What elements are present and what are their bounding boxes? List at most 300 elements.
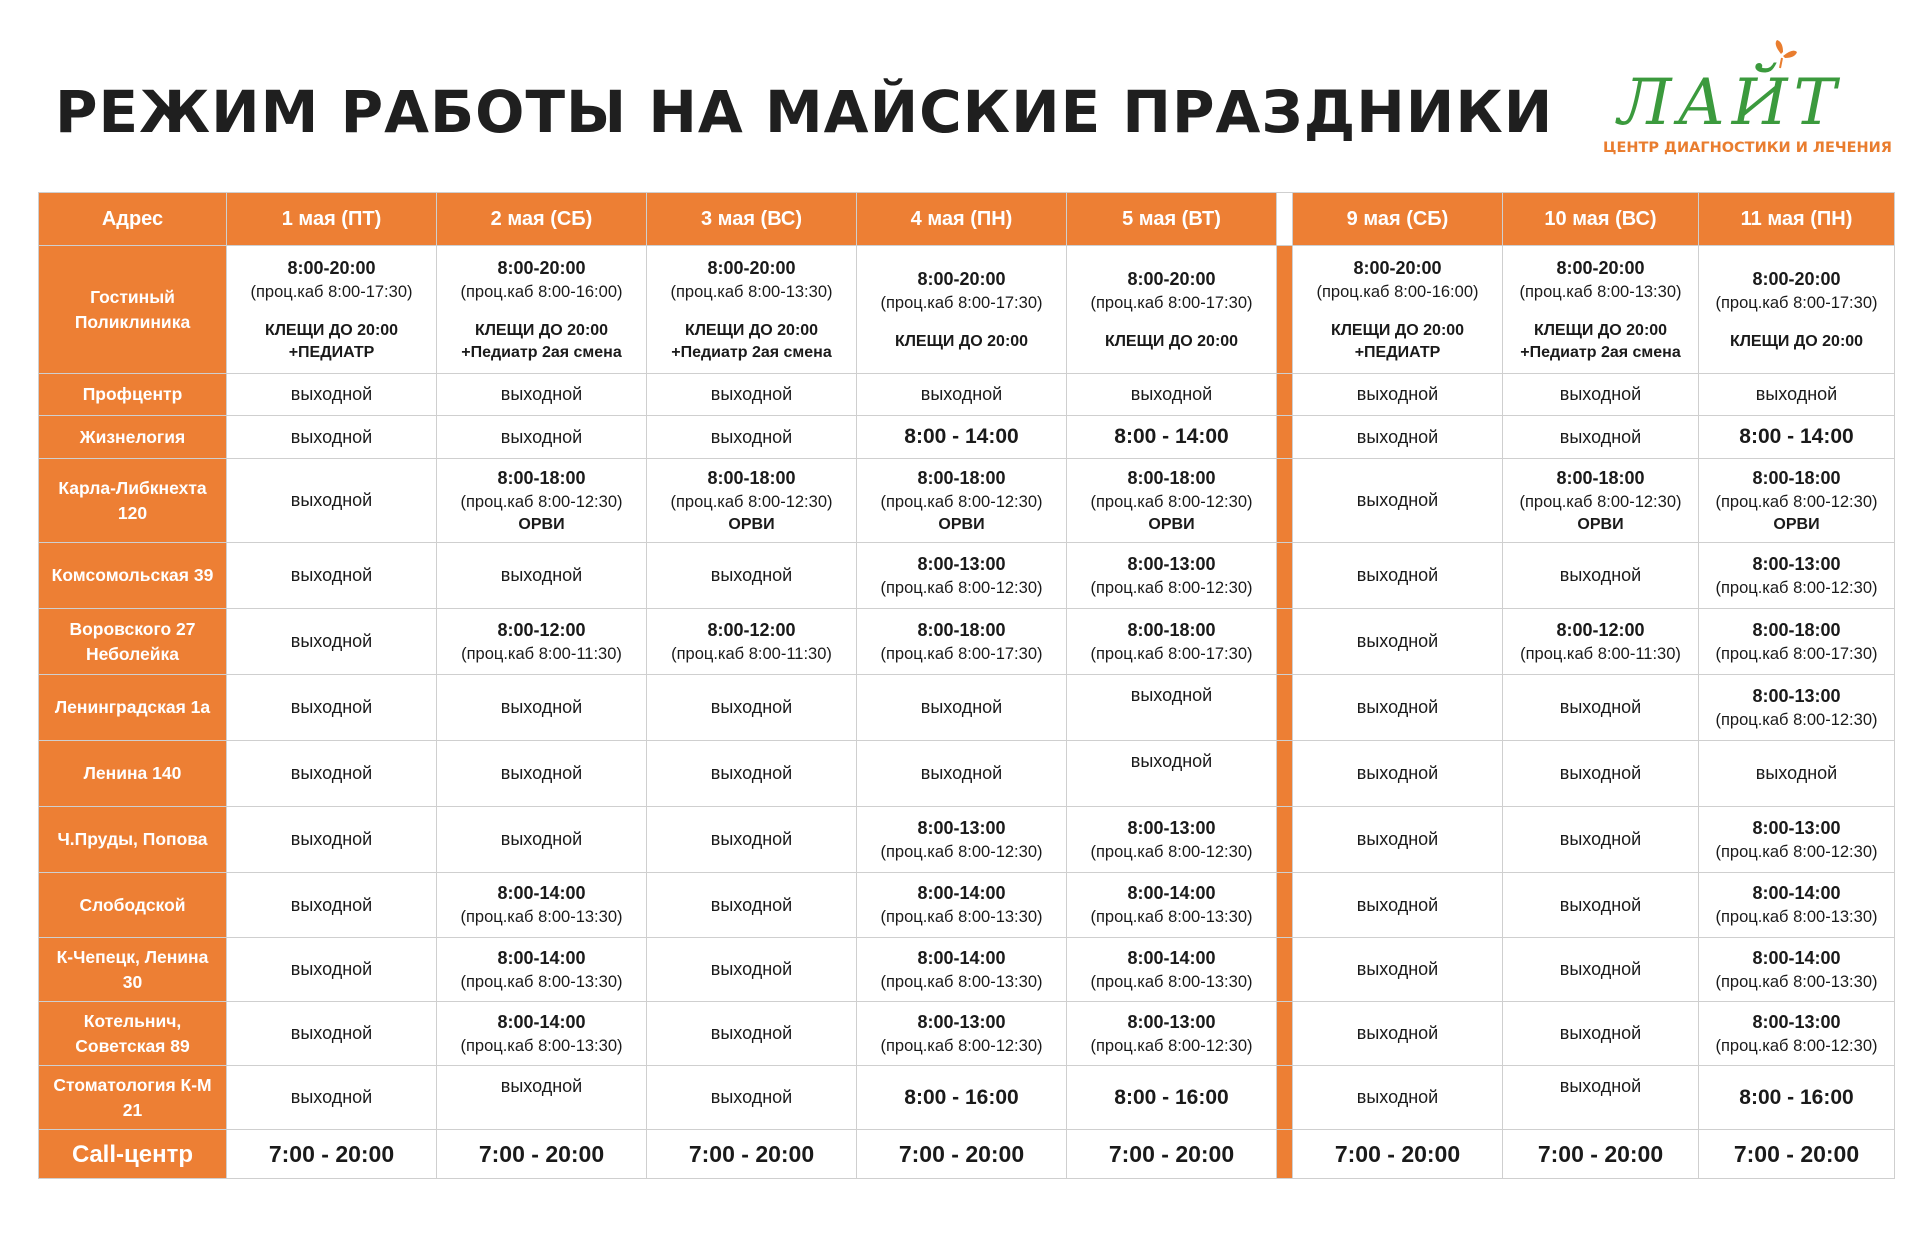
address-cell [39,741,227,807]
day-off-text: выходной [1559,1076,1642,1096]
procedure-hours: (проц.каб 8:00-12:30) [880,842,1043,861]
cell-note: +Педиатр 2ая смена [671,343,832,361]
schedule-cell [1293,675,1503,741]
working-hours: 8:00-14:00 [497,883,586,903]
schedule-cell [1293,543,1503,609]
schedule-cell [1067,938,1277,1002]
day-off-text: выходной [1356,631,1439,651]
procedure-hours: (проц.каб 8:00-13:30) [1519,282,1682,301]
schedule-cell [1293,938,1503,1002]
cell-note: +Педиатр 2ая смена [461,343,622,361]
address-line: Жизнелогия [79,426,186,447]
address-line: 120 [117,502,148,523]
day-off-text: выходной [290,565,373,585]
schedule-cell [1503,938,1699,1002]
working-hours: 8:00 - 14:00 [904,425,1019,448]
schedule-cell [647,873,857,938]
address-cell [39,416,227,459]
schedule-cell [647,459,857,543]
schedule-cell [1503,873,1699,938]
working-hours: 8:00-18:00 [1752,467,1841,488]
schedule-cell [227,1066,437,1130]
working-hours: 8:00-13:00 [917,1011,1006,1032]
schedule-cell [857,609,1067,675]
working-hours: 8:00-20:00 [1127,268,1216,289]
address-line: Call-центр [71,1140,194,1168]
logo-tagline: ЦЕНТР ДИАГНОСТИКИ И ЛЕЧЕНИЯ [1603,140,1892,156]
schedule-cell [1699,416,1895,459]
header-date: 10 мая (ВС) [1503,193,1699,246]
schedule-cell [857,938,1067,1002]
address-line: Слободской [79,894,186,915]
schedule-cell [1699,459,1895,543]
schedule-cell [647,938,857,1002]
address-line: Стоматология К-М [53,1074,212,1095]
cell-note: КЛЕЩИ ДО 20:00 [1533,321,1668,339]
schedule-cell [437,741,647,807]
day-off-text: выходной [920,763,1003,783]
day-off-text: выходной [1356,697,1439,717]
procedure-hours: (проц.каб 8:00-13:30) [670,282,833,301]
table-row [39,416,1895,459]
cell-note: +ПЕДИАТР [1354,343,1441,361]
day-off-text: выходной [500,426,583,447]
working-hours: 8:00-13:00 [1127,817,1216,838]
schedule-cell [437,543,647,609]
procedure-hours: (проц.каб 8:00-13:30) [1715,972,1878,991]
procedure-hours: (проц.каб 8:00-13:30) [460,908,623,926]
day-off-text: выходной [1356,1087,1439,1107]
cell-note: КЛЕЩИ ДО 20:00 [1330,321,1465,339]
working-hours: 8:00-12:00 [1556,619,1645,640]
schedule-cell [647,1002,857,1066]
day-off-text: выходной [1356,959,1439,979]
day-off-text: выходной [710,697,793,717]
table-row [39,675,1895,741]
schedule-cell [857,1002,1067,1066]
procedure-hours: (проц.каб 8:00-17:30) [1090,293,1253,312]
schedule-cell [227,741,437,807]
column-separator [1277,193,1293,246]
day-off-text: выходной [290,829,373,849]
schedule-cell [1699,1130,1895,1179]
column-separator [1277,807,1293,873]
day-off-text: выходной [710,829,793,849]
procedure-hours: (проц.каб 8:00-16:00) [460,282,623,301]
address-line: Гостиный [90,286,175,307]
day-off-text: выходной [920,384,1003,404]
procedure-hours: (проц.каб 8:00-12:30) [1715,710,1878,729]
procedure-hours: (проц.каб 8:00-17:30) [1715,644,1878,663]
address-cell [39,938,227,1002]
day-off-text: выходной [710,763,793,783]
schedule-cell [1503,543,1699,609]
table-row [39,459,1895,543]
procedure-hours: (проц.каб 8:00-12:30) [880,1036,1043,1055]
day-off-text: выходной [1755,763,1838,783]
working-hours: 8:00-20:00 [1556,257,1645,278]
schedule-cell [1503,1066,1699,1130]
schedule-cell [857,374,1067,416]
schedule-cell [1503,807,1699,873]
procedure-hours: (проц.каб 8:00-12:30) [1090,492,1253,511]
schedule-cell [1503,609,1699,675]
schedule-cell [1503,741,1699,807]
working-hours: 8:00-13:00 [1752,553,1841,574]
schedule-cell [1293,807,1503,873]
working-hours: 8:00-14:00 [917,883,1006,903]
day-off-text: выходной [1559,894,1642,915]
address-line: Поликлиника [74,311,191,332]
schedule-cell [647,543,857,609]
table-row [39,1066,1895,1130]
day-off-text: выходной [290,1023,373,1043]
working-hours: 8:00-18:00 [707,467,796,488]
column-separator [1277,675,1293,741]
table-row [39,741,1895,807]
schedule-cell [437,873,647,938]
address-line: Советская 89 [75,1035,190,1056]
schedule-cell [1293,459,1503,543]
header-date: 4 мая (ПН) [857,193,1067,246]
schedule-cell [1699,1002,1895,1066]
schedule-cell [647,246,857,374]
cell-note: ОРВИ [1577,515,1624,533]
working-hours: 8:00-14:00 [1127,947,1216,968]
schedule-cell [437,459,647,543]
working-hours: 8:00-14:00 [497,1011,586,1032]
procedure-hours: (проц.каб 8:00-13:30) [880,972,1043,991]
procedure-hours: (проц.каб 8:00-12:30) [1090,842,1253,861]
schedule-cell [1699,873,1895,938]
cell-note: ОРВИ [518,515,565,533]
address-line: 21 [122,1099,143,1120]
working-hours: 8:00 - 16:00 [1114,1085,1229,1109]
address-cell [39,543,227,609]
schedule-cell [1067,459,1277,543]
cell-note: КЛЕЩИ ДО 20:00 [684,321,819,339]
address-cell [39,374,227,416]
procedure-hours: (проц.каб 8:00-13:30) [1715,908,1878,926]
address-cell [39,246,227,374]
schedule-table [38,192,1895,1179]
table-row [39,938,1895,1002]
cell-note: +Педиатр 2ая смена [1520,343,1681,361]
day-off-text: выходной [710,959,793,979]
day-off-text: выходной [710,894,793,915]
schedule-cell [437,374,647,416]
address-line: 30 [122,971,143,992]
procedure-hours: (проц.каб 8:00-12:30) [1090,578,1253,597]
schedule-cell [437,246,647,374]
day-off-text: выходной [290,490,373,510]
day-off-text: выходной [500,384,583,404]
schedule-cell [857,543,1067,609]
day-off-text: выходной [710,1087,793,1107]
schedule-cell [857,416,1067,459]
day-off-text: выходной [500,697,583,717]
address-cell [39,675,227,741]
working-hours: 8:00-18:00 [1127,467,1216,488]
day-off-text: выходной [500,829,583,849]
page-title: РЕЖИМ РАБОТЫ НА МАЙСКИЕ ПРАЗДНИКИ [55,78,1554,146]
procedure-hours: (проц.каб 8:00-12:30) [670,492,833,511]
schedule-cell [857,741,1067,807]
cell-note: ОРВИ [1773,515,1820,533]
column-separator [1277,543,1293,609]
schedule-cell [1067,374,1277,416]
procedure-hours: (проц.каб 8:00-17:30) [880,644,1043,663]
procedure-hours: (проц.каб 8:00-17:30) [250,282,413,301]
working-hours: 7:00 - 20:00 [898,1140,1025,1167]
cell-note: КЛЕЩИ ДО 20:00 [894,332,1029,350]
procedure-hours: (проц.каб 8:00-12:30) [460,492,623,511]
schedule-cell [437,938,647,1002]
schedule-cell [227,609,437,675]
schedule-cell [1699,609,1895,675]
working-hours: 8:00-14:00 [917,947,1006,968]
cell-note: ОРВИ [1148,515,1195,533]
schedule-cell [647,807,857,873]
header-row [39,193,1895,246]
column-separator [1277,416,1293,459]
procedure-hours: (проц.каб 8:00-12:30) [1715,842,1878,861]
schedule-cell [1503,416,1699,459]
address-line: Ленинградская 1а [54,697,211,717]
cell-note: КЛЕЩИ ДО 20:00 [1104,332,1239,350]
day-off-text: выходной [500,565,583,585]
day-off-text: выходной [1559,565,1642,585]
schedule-cell [1699,543,1895,609]
day-off-text: выходной [1356,384,1439,404]
procedure-hours: (проц.каб 8:00-17:30) [1715,293,1878,312]
schedule-cell [1293,416,1503,459]
schedule-cell [1067,1066,1277,1130]
working-hours: 7:00 - 20:00 [268,1140,395,1167]
working-hours: 8:00-13:00 [1752,685,1841,706]
working-hours: 8:00-20:00 [287,257,376,278]
address-cell [39,1066,227,1130]
schedule-cell [647,416,857,459]
address-line: Ч.Пруды, Попова [57,829,208,849]
schedule-cell [647,675,857,741]
cell-note: +ПЕДИАТР [288,343,375,361]
schedule-cell [857,807,1067,873]
working-hours: 8:00-18:00 [1127,619,1216,640]
procedure-hours: (проц.каб 8:00-12:30) [1519,492,1682,511]
working-hours: 8:00-14:00 [1752,947,1841,968]
table-row [39,374,1895,416]
schedule-cell [857,246,1067,374]
schedule-cell [857,873,1067,938]
day-off-text: выходной [1356,894,1439,915]
schedule-cell [437,807,647,873]
day-off-text: выходной [290,959,373,979]
working-hours: 8:00-13:00 [1752,1011,1841,1032]
day-off-text: выходной [1356,829,1439,849]
cell-note: ОРВИ [728,515,775,533]
column-separator [1277,1130,1293,1179]
schedule-cell [857,1066,1067,1130]
procedure-hours: (проц.каб 8:00-11:30) [1520,644,1681,663]
working-hours: 8:00-20:00 [1353,257,1442,278]
procedure-hours: (проц.каб 8:00-11:30) [461,644,622,663]
day-off-text: выходной [710,426,793,447]
schedule-cell [1699,938,1895,1002]
schedule-cell [227,374,437,416]
schedule-cell [227,459,437,543]
schedule-cell [647,1066,857,1130]
working-hours: 8:00-18:00 [917,467,1006,488]
day-off-text: выходной [1130,751,1213,771]
day-off-text: выходной [290,697,373,717]
day-off-text: выходной [290,763,373,783]
schedule-cell [437,1002,647,1066]
schedule-cell [647,1130,857,1179]
column-separator [1277,873,1293,938]
schedule-cell [1503,459,1699,543]
cell-note: КЛЕЩИ ДО 20:00 [1729,332,1864,350]
table-row [39,1130,1895,1179]
schedule-cell [1067,609,1277,675]
day-off-text: выходной [1130,685,1213,705]
schedule-cell [227,938,437,1002]
working-hours: 8:00-18:00 [1752,619,1841,640]
day-off-text: выходной [1356,763,1439,783]
header-date: 3 мая (ВС) [647,193,857,246]
schedule-cell [227,675,437,741]
schedule-cell [1699,741,1895,807]
address-line: Профцентр [82,384,183,404]
procedure-hours: (проц.каб 8:00-12:30) [880,492,1043,511]
schedule-cell [227,807,437,873]
day-off-text: выходной [710,565,793,585]
schedule-cell [1699,374,1895,416]
schedule-cell [1293,609,1503,675]
schedule-cell [1293,741,1503,807]
schedule-cell [647,741,857,807]
header-date: 2 мая (СБ) [437,193,647,246]
schedule-cell [1067,543,1277,609]
schedule-cell [227,873,437,938]
working-hours: 8:00-13:00 [1127,1011,1216,1032]
procedure-hours: (проц.каб 8:00-13:30) [460,1036,623,1055]
day-off-text: выходной [1755,384,1838,404]
logo-wordmark: ЛАЙТ [1617,66,1843,140]
procedure-hours: (проц.каб 8:00-17:30) [880,293,1043,312]
header-address: Адрес [39,193,227,246]
schedule-cell [1503,1130,1699,1179]
address-line: Воровского 27 [69,618,196,639]
schedule-cell [1503,246,1699,374]
day-off-text: выходной [920,697,1003,717]
schedule-cell [1503,374,1699,416]
procedure-hours: (проц.каб 8:00-11:30) [671,644,832,663]
schedule-cell [1293,374,1503,416]
column-separator [1277,1066,1293,1130]
schedule-cell [1293,246,1503,374]
day-off-text: выходной [1356,1023,1439,1043]
schedule-cell [1067,1130,1277,1179]
procedure-hours: (проц.каб 8:00-12:30) [880,578,1043,597]
working-hours: 8:00-13:00 [1127,553,1216,574]
schedule-cell [1067,873,1277,938]
day-off-text: выходной [1559,384,1642,404]
procedure-hours: (проц.каб 8:00-13:30) [460,972,623,991]
column-separator [1277,1002,1293,1066]
header-date: 9 мая (СБ) [1293,193,1503,246]
cell-note: ОРВИ [938,515,985,533]
day-off-text: выходной [290,894,373,915]
address-cell [39,1130,227,1179]
table-row [39,1002,1895,1066]
schedule-cell [227,1130,437,1179]
working-hours: 8:00 - 16:00 [1739,1085,1854,1109]
schedule-cell [1293,873,1503,938]
day-off-text: выходной [1356,490,1439,510]
schedule-cell [1067,807,1277,873]
schedule-cell [1699,246,1895,374]
day-off-text: выходной [1559,426,1642,447]
working-hours: 8:00-13:00 [917,817,1006,838]
schedule-cell [437,1130,647,1179]
procedure-hours: (проц.каб 8:00-17:30) [1090,644,1253,663]
column-separator [1277,374,1293,416]
cell-note: КЛЕЩИ ДО 20:00 [474,321,609,339]
address-line: Котельнич, [83,1010,182,1031]
address-line: Ленина 140 [83,763,182,783]
working-hours: 8:00-18:00 [497,467,586,488]
working-hours: 8:00 - 14:00 [1114,425,1229,448]
column-separator [1277,741,1293,807]
day-off-text: выходной [1130,384,1213,404]
header-date: 11 мая (ПН) [1699,193,1895,246]
table-row [39,873,1895,938]
day-off-text: выходной [290,631,373,651]
column-separator [1277,459,1293,543]
address-cell [39,1002,227,1066]
column-separator [1277,938,1293,1002]
header-date: 1 мая (ПТ) [227,193,437,246]
day-off-text: выходной [1356,426,1439,447]
schedule-cell [437,1066,647,1130]
day-off-text: выходной [1559,763,1642,783]
schedule-cell [437,675,647,741]
procedure-hours: (проц.каб 8:00-12:30) [1715,1036,1878,1055]
working-hours: 8:00-13:00 [1752,817,1841,838]
schedule-cell [1503,675,1699,741]
day-off-text: выходной [290,426,373,447]
cell-note: КЛЕЩИ ДО 20:00 [264,321,399,339]
schedule-cell [1067,416,1277,459]
schedule-cell [1699,675,1895,741]
working-hours: 7:00 - 20:00 [1334,1140,1461,1167]
schedule-cell [1067,1002,1277,1066]
table-row [39,807,1895,873]
day-off-text: выходной [290,1087,373,1107]
procedure-hours: (проц.каб 8:00-13:30) [1090,908,1253,926]
day-off-text: выходной [290,384,373,404]
schedule-cell [1699,807,1895,873]
column-separator [1277,609,1293,675]
schedule-cell [437,609,647,675]
table-row [39,246,1895,374]
schedule-cell [1293,1130,1503,1179]
working-hours: 8:00-14:00 [497,947,586,968]
day-off-text: выходной [710,384,793,404]
day-off-text: выходной [500,763,583,783]
working-hours: 8:00-18:00 [1556,467,1645,488]
